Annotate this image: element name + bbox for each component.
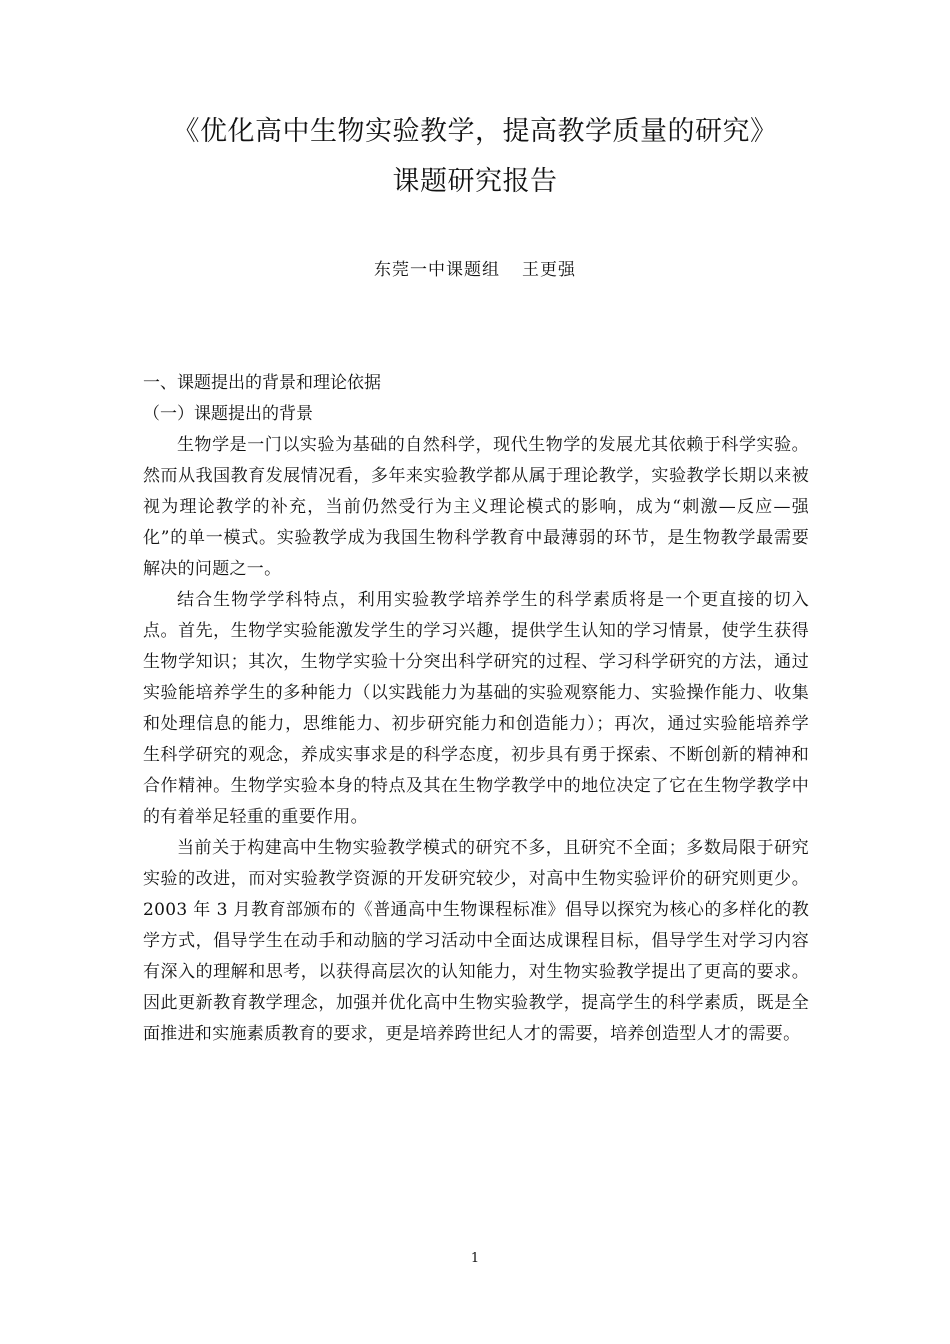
body-paragraph-3: 当前关于构建高中生物实验教学模式的研究不多，且研究不全面；多数局限于研究实验的改进，而对实验教学资源的开发研究较少，对高中生物实验评价的研究则更少。2003 年 3 月教育部颁布的《普通高中生物课程标准》倡导以探究为核心的多样化的教学方式，倡导学生在动手和动脑的学习活动中全面达成课程目标，倡导学生对学习内容有深入的理解和思考，以获得高层次的认知能力，对生物实验教学提出了更高的要求。因此更新教育教学理念，加强并优化高中生物实验教学，提高学生的科学素质，既是全面推进和实施素质教育的要求，更是培养跨世纪人才的需要，培养创造型人才的需要。	[143, 838, 809, 1044]
author-name: 王更强	[522, 260, 576, 280]
subsection-heading: （一）课题提出的背景	[143, 404, 313, 424]
author-organization: 东莞一中课题组	[374, 260, 500, 280]
author-line	[0, 257, 950, 283]
body-paragraph-1: 生物学是一门以实验为基础的自然科学，现代生物学的发展尤其依赖于科学实验。然而从我国教育发展情况看，多年来实验教学都从属于理论教学，实验教学长期以来被视为理论教学的补充，当前仍然受行为主义理论模式的影响，成为“刺激—反应—强化”的单一模式。实验教学成为我国生物科学教育中最薄弱的环节，是生物教学最需要解决的问题之一。	[143, 435, 809, 579]
page-number: 1	[470, 1251, 480, 1266]
section-heading: 一、课题提出的背景和理论依据	[143, 373, 381, 393]
document-title-line-1: 《优化高中生物实验教学，提高教学质量的研究》	[172, 116, 778, 147]
document-body	[143, 368, 809, 1050]
body-paragraph-2: 结合生物学学科特点，利用实验教学培养学生的科学素质将是一个更直接的切入点。首先，生物学实验能激发学生的学习兴趣，提供学生认知的学习情景，使学生获得生物学知识；其次，生物学实验十分突出科学研究的过程、学习科学研究的方法，通过实验能培养学生的多种能力（以实践能力为基础的实验观察能力、实验操作能力、收集和处理信息的能力，思维能力、初步研究能力和创造能力）；再次，通过实验能培养学生科学研究的观念，养成实事求是的科学态度，初步具有勇于探索、不断创新的精神和合作精神。生物学实验本身的特点及其在生物学教学中的地位决定了它在生物学教学中的有着举足轻重的重要作用。	[143, 590, 809, 827]
document-title-line-2: 课题研究报告	[392, 166, 558, 197]
